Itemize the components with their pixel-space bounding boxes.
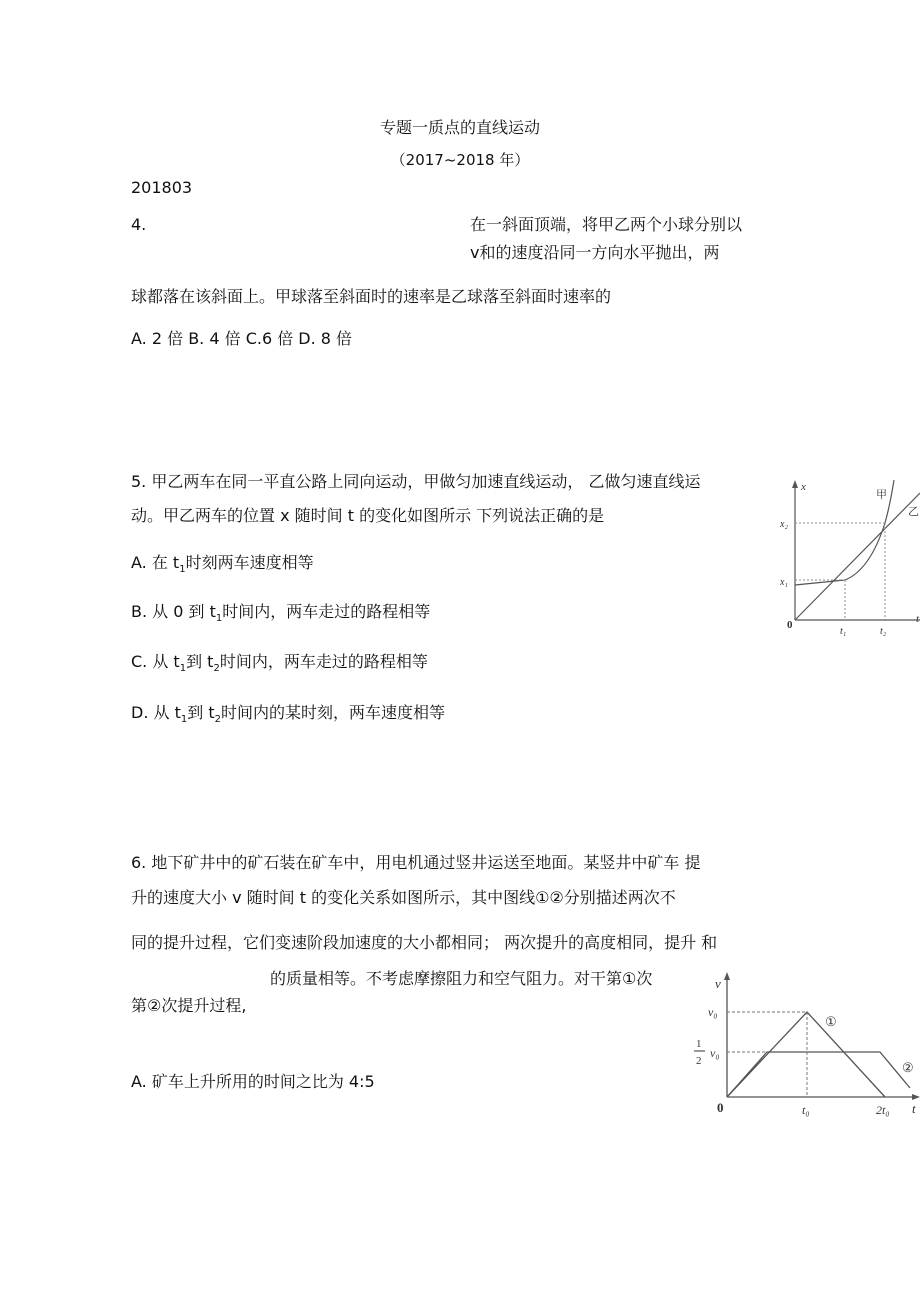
q6-line1: 6. 地下矿井中的矿石装在矿车中，用电机通过竖井运送至地面。某竖井中矿车 提 [131, 853, 701, 872]
q5-xt-graph [770, 470, 920, 640]
q6-vt-graph [680, 960, 920, 1130]
svg-text:t: t [916, 613, 920, 625]
q4-options: A. 2 倍 B. 4 倍 C.6 倍 D. 8 倍 [131, 329, 353, 348]
q6-option-a: A. 矿车上升所用的时间之比为 4:5 [131, 1072, 375, 1091]
q4-line2: v和的速度沿同一方向水平抛出，两 [470, 243, 720, 262]
date-code: 201803 [131, 178, 193, 197]
q4-line3: 球都落在该斜面上。甲球落至斜面时的速率是乙球落至斜面时速率的 [131, 287, 612, 306]
svg-text:x₁: x₁ [780, 577, 788, 588]
svg-text:2t₀: 2t₀ [876, 1103, 890, 1117]
svg-text:x₂: x₂ [780, 519, 788, 530]
svg-text:t₂: t₂ [880, 626, 887, 637]
q4-number: 4. [131, 215, 147, 234]
curve-2 [727, 1052, 910, 1097]
q6-line5: 第②次提升过程, [131, 996, 247, 1015]
svg-text:乙: 乙 [908, 506, 919, 518]
svg-text:②: ② [902, 1060, 914, 1075]
q4-line1: 在一斜面顶端，将甲乙两个小球分别以 [470, 215, 743, 234]
svg-text:甲: 甲 [876, 489, 887, 501]
q5-option-a: A. 在 $t_1$时刻两车速度相等 [131, 553, 314, 576]
svg-text:t: t [912, 1101, 916, 1116]
q6-line4: 的质量相等。不考虑摩擦阻力和空气阻力。对干第①次 [270, 969, 653, 988]
curve-1 [727, 1012, 885, 1097]
svg-text:0: 0 [787, 619, 793, 631]
yi-line [795, 493, 920, 620]
q5-line1: 5. 甲乙两车在同一平直公路上同向运动，甲做匀加速直线运动， 乙做匀速直线运 [131, 472, 701, 491]
svg-text:v: v [715, 976, 721, 991]
q5-option-b: B. 从 0 到 $t_1$时间内，两车走过的路程相等 [131, 602, 431, 625]
svg-text:①: ① [825, 1014, 837, 1029]
svg-text:v₀: v₀ [710, 1046, 720, 1060]
svg-text:x: x [801, 481, 806, 493]
svg-text:0: 0 [717, 1100, 724, 1115]
q5-option-c: C. 从 $t_1$到 $t_2$时间内，两车走过的路程相等 [131, 652, 428, 675]
svg-text:t₁: t₁ [840, 626, 847, 637]
page-subtitle: （2017~2018 年） [390, 151, 530, 169]
svg-text:t₀: t₀ [802, 1103, 810, 1117]
svg-text:v₀: v₀ [708, 1005, 718, 1019]
q5-option-d: D. 从 $t_1$到 $t_2$时间内的某时刻，两车速度相等 [131, 703, 445, 726]
svg-text:1: 1 [696, 1038, 702, 1050]
q6-line3: 同的提升过程，它们变速阶段加速度的大小都相同； 两次提升的高度相同，提升 和 [131, 933, 718, 952]
q6-line2: 升的速度大小 v 随时间 t 的变化关系如图所示，其中图线①②分别描述两次不 [131, 888, 676, 907]
q5-line2: 动。甲乙两车的位置 x 随时间 t 的变化如图所示 下列说法正确的是 [131, 506, 605, 525]
svg-text:2: 2 [696, 1055, 702, 1067]
page-title: 专题一质点的直线运动 [379, 118, 540, 137]
